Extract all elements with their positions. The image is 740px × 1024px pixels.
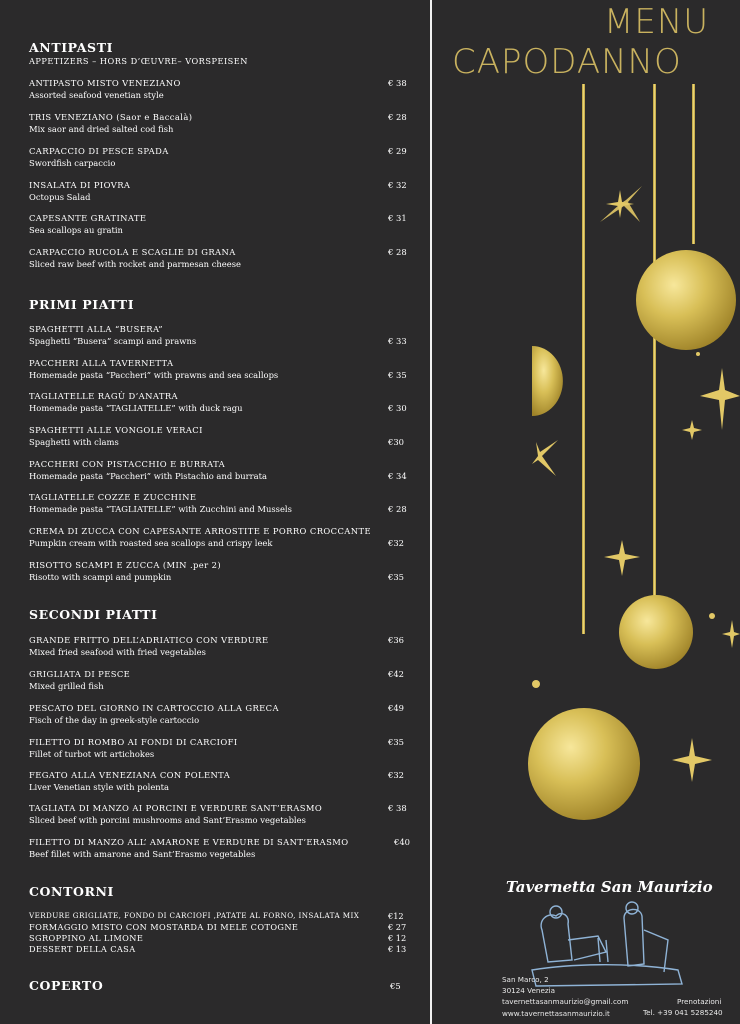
item-desc: Sliced raw beef with rocket and parmesan cheese [29, 259, 241, 269]
half-bauble-ornament [532, 346, 563, 416]
bauble-ornament [636, 250, 736, 350]
primi-heading: PRIMI PIATTI [29, 297, 135, 312]
item-name: TAGLIATA DI MANZO AI PORCINI E VERDURE SANT’ERASMO [29, 803, 323, 813]
menu-item [29, 324, 419, 348]
item-desc: Homemade pasta “TAGLIATELLE” with duck ragu [29, 403, 243, 413]
menu-item [29, 737, 419, 761]
item-price: € 28 [388, 112, 407, 122]
phone-number[interactable]: Tel. +39 041 5285240 [643, 1008, 723, 1017]
item-name: FEGATO ALLA VENEZIANA CON POLENTA [29, 770, 231, 780]
ornaments-decoration [500, 0, 740, 1024]
item-desc: Mixed grilled fish [29, 681, 104, 691]
item-name: CARPACCIO DI PESCE SPADA [29, 146, 169, 156]
item-name: ANTIPASTO MISTO VENEZIANO [29, 78, 181, 88]
bauble-ornament [619, 595, 693, 669]
menu-item [29, 146, 419, 170]
item-desc: Sliced beef with porcini mushrooms and Sant’Erasmo vegetables [29, 815, 306, 825]
vertical-divider [430, 0, 432, 1024]
item-name: TAGLIATELLE RAGÙ D’ANATRA [29, 391, 178, 401]
menu-title: MENU [604, 2, 710, 42]
item-name: FILETTO DI ROMBO AI FONDI DI CARCIOFI [29, 737, 238, 747]
menu-item [29, 560, 419, 584]
menu-item [29, 770, 419, 794]
gondoliers-etching [532, 902, 682, 986]
item-price: € 32 [388, 180, 407, 190]
hanging-string [692, 84, 695, 244]
menu-item [29, 492, 419, 516]
item-price: €49 [388, 703, 404, 713]
email-link[interactable]: tavernettasanmaurizio@gmail.com [502, 997, 629, 1006]
item-price: € 30 [388, 403, 407, 413]
menu-item [29, 911, 419, 921]
menu-item [29, 669, 419, 693]
item-price: €32 [388, 538, 404, 548]
menu-item [29, 247, 419, 271]
item-desc: Liver Venetian style with polenta [29, 782, 170, 792]
item-desc: Homemade pasta “Paccheri” with prawns and sea scallops [29, 370, 279, 380]
item-price: € 35 [388, 370, 407, 380]
coperto-price: €5 [390, 981, 401, 991]
item-price: € 29 [388, 146, 407, 156]
item-price: € 27 [388, 922, 407, 932]
website-link[interactable]: www.tavernettasanmaurizio.it [502, 1009, 610, 1018]
item-name: FILETTO DI MANZO ALL’ AMARONE E VERDURE DI SANT’ERASMO [29, 837, 349, 847]
address-line1: San Marco, 2 [502, 975, 549, 984]
item-name: INSALATA DI PIOVRA [29, 180, 131, 190]
hanging-string [582, 84, 585, 634]
item-price: €35 [388, 572, 404, 582]
item-name: RISOTTO SCAMPI E ZUCCA (MIN .per 2) [29, 560, 222, 570]
menu-item [29, 703, 419, 727]
item-name: FORMAGGIO MISTO CON MOSTARDA DI MELE COTOGNE [29, 922, 299, 932]
menu-item [29, 944, 419, 954]
restaurant-name: Tavernetta San Maurizio [506, 878, 713, 896]
item-price: €32 [388, 770, 404, 780]
item-desc: Assorted seafood venetian style [29, 90, 164, 100]
menu-item [29, 358, 419, 382]
antipasti-subheading: APPETIZERS – HORS D’ŒUVRE– VORSPEISEN [29, 56, 248, 66]
item-desc: Homemade pasta “Paccheri” with Pistachio and burrata [29, 471, 267, 481]
item-name: DESSERT DELLA CASA [29, 944, 136, 954]
menu-item [29, 526, 419, 550]
item-price: € 28 [388, 504, 407, 514]
item-desc: Risotto with scampi and pumpkin [29, 572, 172, 582]
item-desc: Spaghetti “Busera” scampi and prawns [29, 336, 197, 346]
antipasti-heading: ANTIPASTI [29, 40, 114, 55]
item-name: SGROPPINO AL LIMONE [29, 933, 144, 943]
menu-item [29, 635, 419, 659]
item-price: € 38 [388, 803, 407, 813]
item-name: SPAGHETTI ALLE VONGOLE VERACI [29, 425, 203, 435]
item-desc: Mix saor and dried salted cod fish [29, 124, 174, 134]
item-desc: Sea scallops au gratin [29, 225, 123, 235]
item-price: €30 [388, 437, 404, 447]
coperto-heading: COPERTO [29, 978, 104, 993]
item-name: TAGLIATELLE COZZE E ZUCCHINE [29, 492, 197, 502]
reservations-label: Prenotazioni [677, 997, 722, 1006]
bauble-ornament [528, 708, 640, 820]
capodanno-title: CAPODANNO [452, 42, 682, 82]
item-price: € 38 [388, 78, 407, 88]
menu-item [29, 425, 419, 449]
item-desc: Spaghetti with clams [29, 437, 119, 447]
item-name: PACCHERI ALLA TAVERNETTA [29, 358, 174, 368]
menu-item [29, 837, 419, 861]
menu-item [29, 391, 419, 415]
menu-item [29, 803, 419, 827]
item-price: €40 [394, 837, 410, 847]
menu-item [29, 459, 419, 483]
menu-item [29, 78, 419, 102]
address-line2: 30124 Venezia [502, 986, 556, 995]
item-desc: Pumpkin cream with roasted sea scallops and crispy leek [29, 538, 273, 548]
menu-item [29, 933, 419, 943]
item-name: PACCHERI CON PISTACCHIO E BURRATA [29, 459, 226, 469]
menu-item [29, 213, 419, 237]
hanging-string [653, 84, 656, 598]
item-price: € 31 [388, 213, 407, 223]
item-name: PESCATO DEL GIORNO IN CARTOCCIO ALLA GRECA [29, 703, 279, 713]
item-desc: Swordfish carpaccio [29, 158, 116, 168]
item-price: € 12 [388, 933, 407, 943]
item-price: €36 [388, 635, 404, 645]
menu-item [29, 922, 419, 932]
item-name: CREMA DI ZUCCA CON CAPESANTE ARROSTITE E PORRO CROCCANTE [29, 526, 371, 536]
item-name: CAPESANTE GRATINATE [29, 213, 147, 223]
item-desc: Mixed fried seafood with fried vegetables [29, 647, 206, 657]
item-price: €42 [388, 669, 404, 679]
item-price: € 28 [388, 247, 407, 257]
item-name: GRIGLIATA DI PESCE [29, 669, 131, 679]
item-price: €12 [388, 911, 404, 921]
item-desc: Fisch of the day in greek-style cartoccio [29, 715, 200, 725]
item-name: CARPACCIO RUCOLA E SCAGLIE DI GRANA [29, 247, 236, 257]
item-desc: Octopus Salad [29, 192, 91, 202]
item-price: €35 [388, 737, 404, 747]
secondi-heading: SECONDI PIATTI [29, 607, 158, 622]
item-desc: Fillet of turbot wit artichokes [29, 749, 155, 759]
item-desc: Homemade pasta “TAGLIATELLE” with Zucchini and Mussels [29, 504, 292, 514]
menu-item [29, 112, 419, 136]
item-price: € 13 [388, 944, 407, 954]
menu-item [29, 180, 419, 204]
item-price: € 33 [388, 336, 407, 346]
contorni-heading: CONTORNI [29, 884, 114, 899]
item-name: TRIS VENEZIANO (Saor e Baccalà) [29, 112, 193, 122]
item-name: SPAGHETTI ALLA “BUSERA” [29, 324, 163, 334]
item-name: GRANDE FRITTO DELL’ADRIATICO CON VERDURE [29, 635, 269, 645]
item-price: € 34 [388, 471, 407, 481]
item-name: VERDURE GRIGLIATE, FONDO DI CARCIOFI ,PATATE AL FORNO, INSALATA MIX [29, 911, 360, 920]
item-desc: Beef fillet with amarone and Sant’Erasmo vegetables [29, 849, 256, 859]
